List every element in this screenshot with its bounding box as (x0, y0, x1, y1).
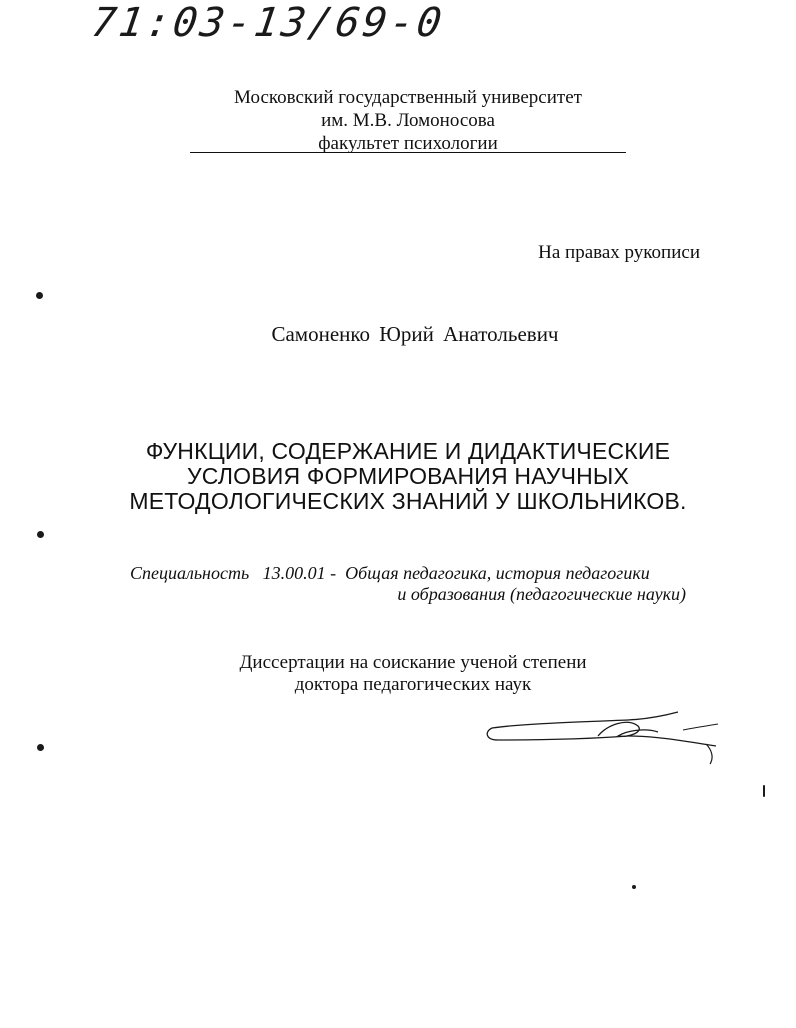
university-named-after: им. М.В. Ломоносова (321, 110, 495, 131)
dissertation-title (100, 439, 716, 514)
degree-line-2: доктора педагогических наук (294, 674, 532, 695)
punch-mark-3 (37, 744, 44, 751)
university-block (190, 86, 626, 155)
degree-line-1: Диссертации на соискание ученой степени (239, 652, 587, 673)
header-divider (190, 152, 626, 153)
punch-mark-1 (36, 292, 43, 299)
punch-mark-2 (37, 531, 44, 538)
specialty-name-1: Общая педагогика, история педагогики (345, 563, 650, 583)
specialty-label: Специальность (130, 563, 250, 583)
specialty-name-2: и образования (педагогические науки) (397, 584, 686, 604)
university-name: Московский государственный университет (234, 87, 582, 108)
speck-mark-2 (763, 785, 765, 797)
speck-mark (632, 885, 636, 889)
degree-block (190, 652, 636, 696)
signature-graphic (478, 706, 728, 770)
title-line-1: ФУНКЦИИ, СОДЕРЖАНИЕ И ДИДАКТИЧЕСКИЕ (145, 438, 671, 464)
manuscript-rights-note: На правах рукописи (538, 242, 700, 263)
author-name: Самоненко Юрий Анатольевич (271, 322, 559, 346)
specialty-line (130, 563, 650, 584)
faculty-name: факультет психологии (318, 133, 498, 154)
specialty-code: 13.00.01 - (262, 563, 337, 583)
title-line-3: МЕТОДОЛОГИЧЕСКИХ ЗНАНИЙ У ШКОЛЬНИКОВ. (129, 488, 687, 514)
title-line-2: УСЛОВИЯ ФОРМИРОВАНИЯ НАУЧНЫХ (186, 463, 630, 489)
archive-number-handwritten: 71:03-13/69-0 (88, 0, 448, 46)
